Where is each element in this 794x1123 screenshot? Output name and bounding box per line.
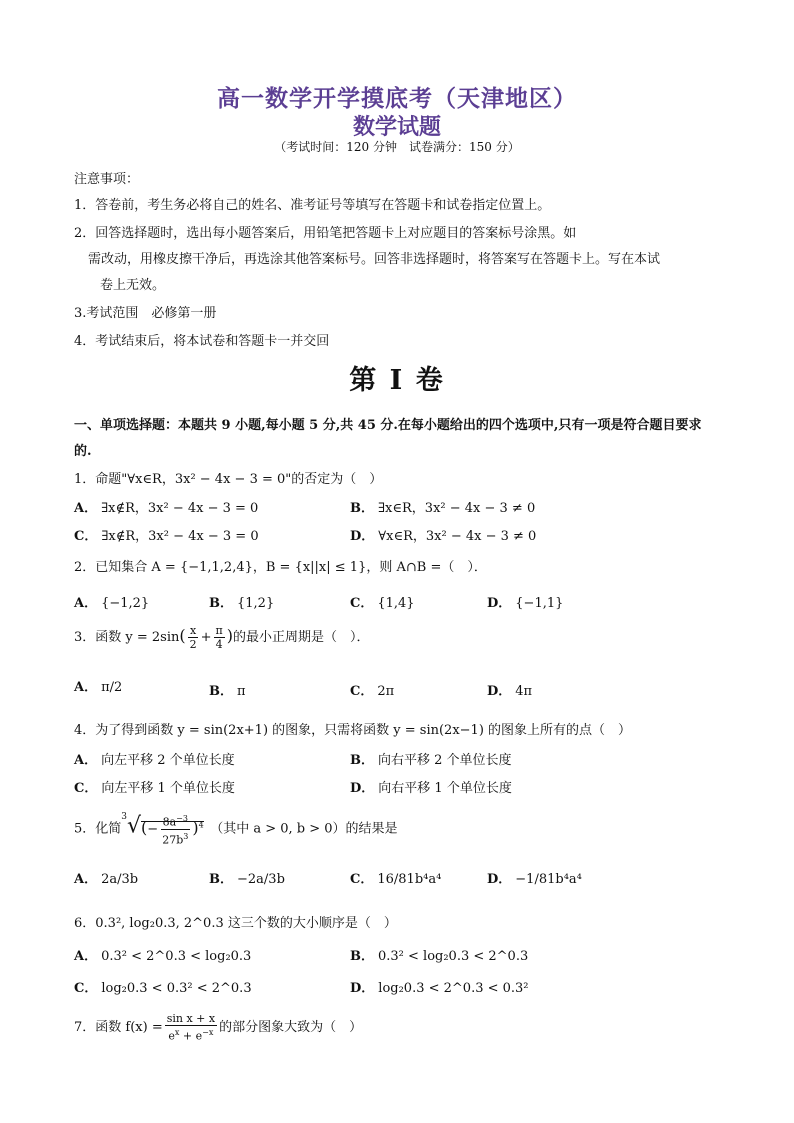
q1-option-d: D． ∀x∈R，3x² − 4x − 3 ≠ 0 [350,529,537,544]
q2-option-b: B． {1,2} [209,596,275,611]
exam-info: （考试时间：120 分钟 试卷满分：150 分） [274,140,520,154]
q6-option-a: A． 0.3² < 2^0.3 < log₂0.3 [74,949,252,964]
question-3-stem: 3．函数 y = 2sin( $\frac{x}{2}$ + $\frac{\pi}{4}$ )的最小正周期是（ ）． [74,624,370,651]
part1-intro: 一、单项选择题：本题共 9 小题,每小题 5 分,共 45 分.在每小题给出的四个选项中,只有一项是符合题目要求 [74,418,702,433]
q5-option-a: A． 2a/3b [74,872,139,887]
part1-intro-cont: 的. [74,444,92,459]
notice-item-4: 4．考试结束后，将本试卷和答题卡一并交回 [74,334,330,349]
q1-option-b: B． ∃x∈R，3x² − 4x − 3 ≠ 0 [350,501,536,516]
section-title: 第 I 卷 [349,365,445,396]
notice-item-2-cont: 需改动，用橡皮擦干净后，再选涂其他答案标号。回答非选择题时，将答案写在答题卡上。写在本试 [88,252,661,267]
q4-option-d: D． 向右平移 1 个单位长度 [350,781,512,796]
q3-option-c: C． 2π [350,684,395,699]
notice-heading: 注意事项： [74,172,140,187]
question-5-stem: 5．化简$^3$√(− $\frac{8a^{-3}}{27b^3}$ )$^4$ （其中 a > 0, b > 0）的结果是 [74,812,398,847]
subject-title: 数学试题 [352,115,441,140]
exam-title: 高一数学开学摸底考（天津地区） [217,86,577,112]
q1-option-a: A． ∃x∉R，3x² − 4x − 3 = 0 [74,501,259,516]
q2-option-a: A． {−1,2} [74,596,150,611]
notice-item-2-cont2: 卷上无效。 [100,278,166,293]
notice-item-1: 1．答卷前，考生务必将自己的姓名、准考证号等填写在答题卡和试卷指定位置上。 [74,198,551,213]
q3-option-b: B． π [209,684,246,699]
q3-option-d: D． 4π [487,684,533,699]
q6-option-c: C． log₂0.3 < 0.3² < 2^0.3 [74,981,252,996]
q6-option-b: B． 0.3² < log₂0.3 < 2^0.3 [350,949,529,964]
notice-item-2: 2．回答选择题时，选出每小题答案后，用铅笔把答题卡上对应题目的答案标号涂黑。如 [74,226,577,241]
question-4-stem: 4．为了得到函数 y = sin(2x+1) 的图象，只需将函数 y = sin(2x−1) 的图象上所有的点（ ） [74,723,632,738]
q4-option-a: A． 向左平移 2 个单位长度 [74,753,235,768]
q5-option-c: C． 16/81b⁴a⁴ [350,872,442,887]
q2-option-c: C． {1,4} [350,596,415,611]
q5-option-b: B． −2a/3b [209,872,285,887]
question-7-stem: 7．函数 f(x) = $\frac{\text{sin x + x}}{e^x + e^{-x}}$ 的部分图象大致为（ ） [74,1012,363,1043]
q6-option-d: D． log₂0.3 < 2^0.3 < 0.3² [350,981,529,996]
q2-option-d: D． {−1,1} [487,596,564,611]
question-6-stem: 6．0.3², log₂0.3, 2^0.3 这三个数的大小顺序是（ ） [74,916,397,931]
q3-option-a: A． π/2 [74,680,123,695]
q1-option-c: C． ∃x∉R，3x² − 4x − 3 = 0 [74,529,259,544]
notice-item-3: 3.考试范围 必修第一册 [74,306,217,321]
q4-option-b: B． 向右平移 2 个单位长度 [350,753,512,768]
q4-option-c: C． 向左平移 1 个单位长度 [74,781,235,796]
question-2-stem: 2．已知集合 A = {−1,1,2,4}，B = {x||x| ≤ 1}，则 A∩B =（ ）． [74,560,487,575]
question-1-stem: 1．命题"∀x∈R，3x² − 4x − 3 = 0"的否定为（ ） [74,472,383,487]
q5-option-d: D． −1/81b⁴a⁴ [487,872,582,887]
